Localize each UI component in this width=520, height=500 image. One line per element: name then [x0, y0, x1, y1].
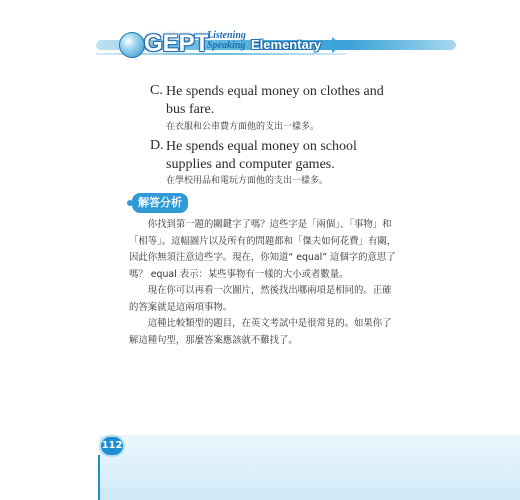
answer-option-c [150, 83, 410, 133]
option-chinese: 在學校用品和電玩方面他的支出一樣多。 [166, 176, 329, 186]
logo-subtitle [207, 31, 246, 51]
section-tag [132, 193, 188, 213]
logo-level: Elementary [251, 37, 322, 52]
analysis-paragraph-3: 這種比較類型的題目，在英文考試中是很常見的。如果你了解這種句型，那麼答案應該就不難找了。 [129, 318, 392, 346]
footer-bottom-strip [99, 488, 520, 500]
section-title: 解答分析 [138, 196, 182, 209]
option-english: He spends equal money on clothes and bus fare. [166, 84, 384, 117]
globe-icon [119, 32, 145, 58]
page-number: 112 [101, 437, 123, 455]
page-header [0, 0, 520, 70]
option-letter: D. [150, 138, 164, 153]
answer-option-d [150, 138, 410, 188]
analysis-paragraph-2: 現在你可以再看一次圖片，然後找出哪兩項是相同的。正確的答案就是這兩項事物。 [129, 285, 392, 313]
option-english: He spends equal money on school supplies and computer games. [166, 139, 357, 172]
arrow-right-icon [332, 37, 342, 53]
logo-subtitle-listening: Listening [207, 30, 246, 41]
logo-subtitle-speaking: Speaking [207, 40, 246, 51]
logo-gept: GEPT [144, 30, 210, 57]
option-chinese: 在衣服和公車費方面他的支出一樣多。 [166, 122, 320, 132]
analysis-paragraph-1: 你找到第一題的關鍵字了嗎？這些字是「兩個」、「事物」和「相等」。這幅圖片以及所有的問題都和「傑夫如何花費」有關，因此你無須注意這些字。現在，你知道“ equal” 這個字的意思了嗎？ equal 表示：某些事物有一樣的大小或者數量。 [129, 219, 397, 280]
option-letter: C. [150, 83, 163, 98]
footer-vertical-line [98, 455, 100, 500]
